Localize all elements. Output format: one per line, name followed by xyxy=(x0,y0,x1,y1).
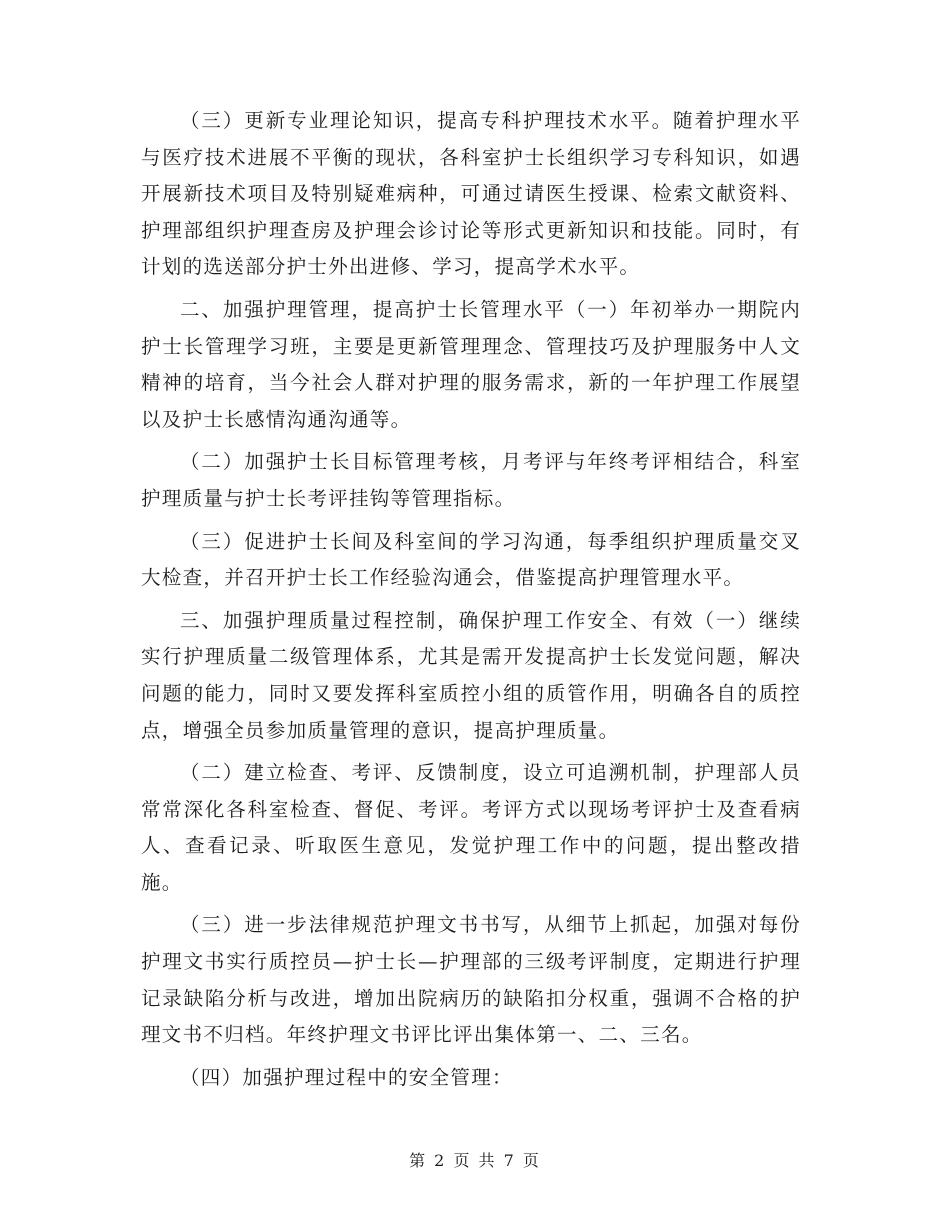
paragraph-8: （四）加强护理过程中的安全管理： xyxy=(180,1065,513,1089)
paragraph-6: （二）建立检查、考评、反馈制度，设立可追溯机制，护理部人员常常深化各科室检查、督促、考评。考评方式以现场考评护士及查看病人、查看记录、听取医生意见，发觉护理工作中的问题，提出整改措施。 xyxy=(141,761,801,894)
paragraph-2: 二、加强护理管理，提高护士长管理水平（一）年初举办一期院内护士长管理学习班，主要是更新管理理念、管理技巧及护理服务中人文精神的培育，当今社会人群对护理的服务需求，新的一年护理工作展望以及护士长感情沟通沟通等。 xyxy=(141,297,801,431)
paragraph-1: （三）更新专业理论知识，提高专科护理技术水平。随着护理水平与医疗技术进展不平衡的现状，各科室护士长组织学习专科知识，如遇开展新技术项目及特别疑难病种，可通过请医生授课、检索文献资料、护理部组织护理查房及护理会诊讨论等形式更新知识和技能。同时，有计划的选送部分护士外出进修、学习，提高学术水平。 xyxy=(141,109,801,279)
paragraph-4: （三）促进护士长间及科室间的学习沟通，每季组织护理质量交叉大检查，并召开护士长工作经验沟通会，借鉴提高护理管理水平。 xyxy=(141,529,801,590)
paragraph-7: （三）进一步法律规范护理文书书写，从细节上抓起，加强对每份护理文书实行质控员—护士长—护理部的三级考评制度，定期进行护理记录缺陷分析与改进，增加出院病历的缺陷扣分权重，强调不合格的护理文书不归档。年终护理文书评比评出集体第一、二、三名。 xyxy=(141,913,801,1047)
paragraph-3: （二）加强护士长目标管理考核，月考评与年终考评相结合，科室护理质量与护士长考评挂钩等管理指标。 xyxy=(141,450,801,510)
page-footer: 第 2 页 共 7 页 xyxy=(409,1151,541,1170)
paragraph-5: 三、加强护理质量过程控制，确保护理工作安全、有效（一）继续实行护理质量二级管理体系，尤其是需开发提高护士长发觉问题，解决问题的能力，同时又要发挥科室质控小组的质管作用，明确各自的质控点，增强全员参加质量管理的意识，提高护理质量。 xyxy=(141,608,801,742)
document-body xyxy=(141,103,801,1102)
